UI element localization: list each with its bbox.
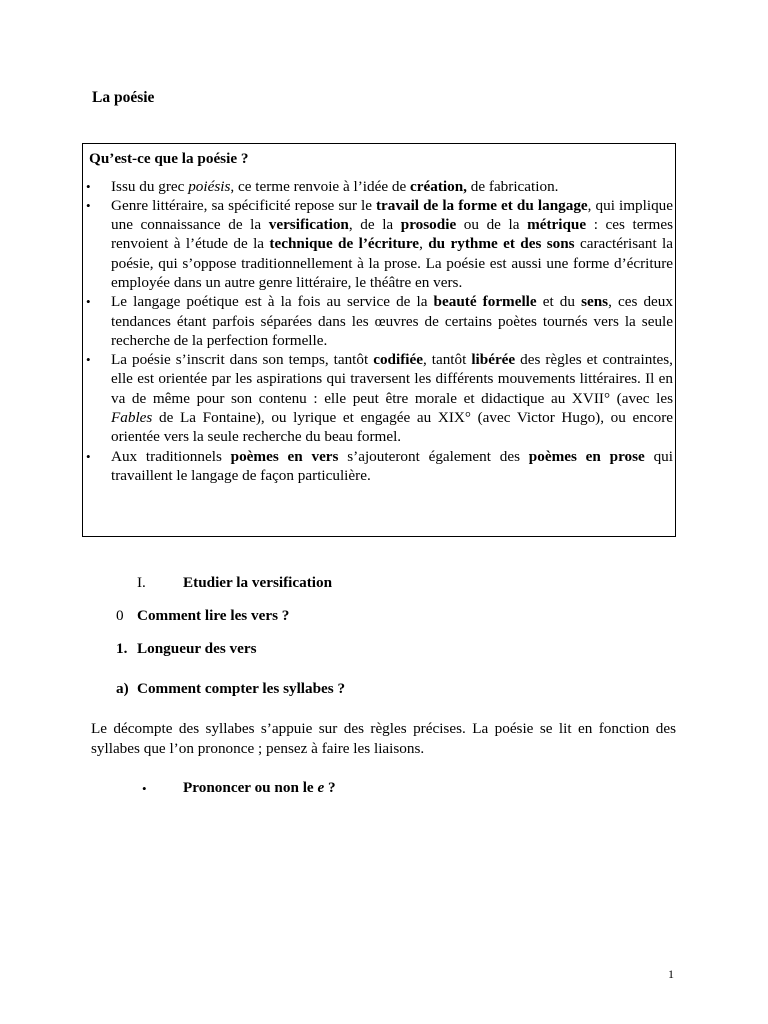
list-item: • Issu du grec poiésis, ce terme renvoie à l’idée de création, de fabrication. — [86, 177, 559, 195]
subsection-number: 1. — [116, 640, 128, 657]
subsubsection-title: Comment compter les syllabes ? — [137, 680, 346, 697]
bullet-icon: • — [142, 781, 147, 796]
box-heading: Qu’est-ce que la poésie ? — [89, 150, 249, 167]
bullet-icon: • — [86, 294, 91, 310]
subsection-title: Comment lire les vers ? — [137, 607, 290, 624]
subsection-number: 0 — [116, 607, 124, 624]
list-item: • Genre littéraire, sa spécificité repose sur le travail de la forme et du langage, qui implique une connaissance de la versification, de la prosodie ou de la métrique : ces termes renvoient à l’étude de la technique de l’écriture, du rythme et des sons caractérisant la poésie, qui s’oppose traditionnellement à la prose. La poésie est aussi une forme d’écriture employée dans un autre genre littéraire, le théâtre en vers. — [86, 196, 674, 291]
bullet-icon: • — [86, 352, 91, 368]
definition-list — [83, 177, 675, 486]
section-number: I. — [137, 574, 146, 591]
list-item: • Le langage poétique est à la fois au service de la beauté formelle et du sens, ces deux tendances étant parfois séparées dans les œuvres de certains poètes tournés vers la seule recherche de la perfection formelle. — [86, 293, 673, 349]
definition-box — [82, 143, 676, 537]
page-title: La poésie — [92, 89, 155, 106]
bullet-icon: • — [86, 178, 91, 194]
bullet-icon: • — [86, 197, 91, 213]
bullet-heading: Prononcer ou non le e ? — [183, 779, 336, 796]
list-item: • Aux traditionnels poèmes en vers s’ajouteront également des poèmes en prose qui travaillent le langage de façon particulière. — [86, 447, 673, 484]
body-paragraph: Le décompte des syllabes s’appuie sur des règles précises. La poésie se lit en fonction des syllabes que l’on prononce ; pensez à faire les liaisons. — [91, 720, 676, 757]
page-number: 1 — [668, 967, 674, 981]
section-title: Etudier la versification — [183, 574, 333, 591]
subsubsection-number: a) — [116, 680, 129, 697]
list-item: • La poésie s’inscrit dans son temps, tantôt codifiée, tantôt libérée des règles et contraintes, elle est orientée par les aspirations qui traversent les différents mouvements littéraires. Il en va de même pour son contenu : elle peut être morale et didactique au XVII° (avec les Fables de La Fontaine), ou lyrique et engagée au XIX° (avec Victor Hugo), ou encore orientée vers la seule recherche du beau formel. — [86, 351, 673, 446]
subsection-title: Longueur des vers — [137, 640, 257, 657]
bullet-icon: • — [86, 448, 91, 464]
